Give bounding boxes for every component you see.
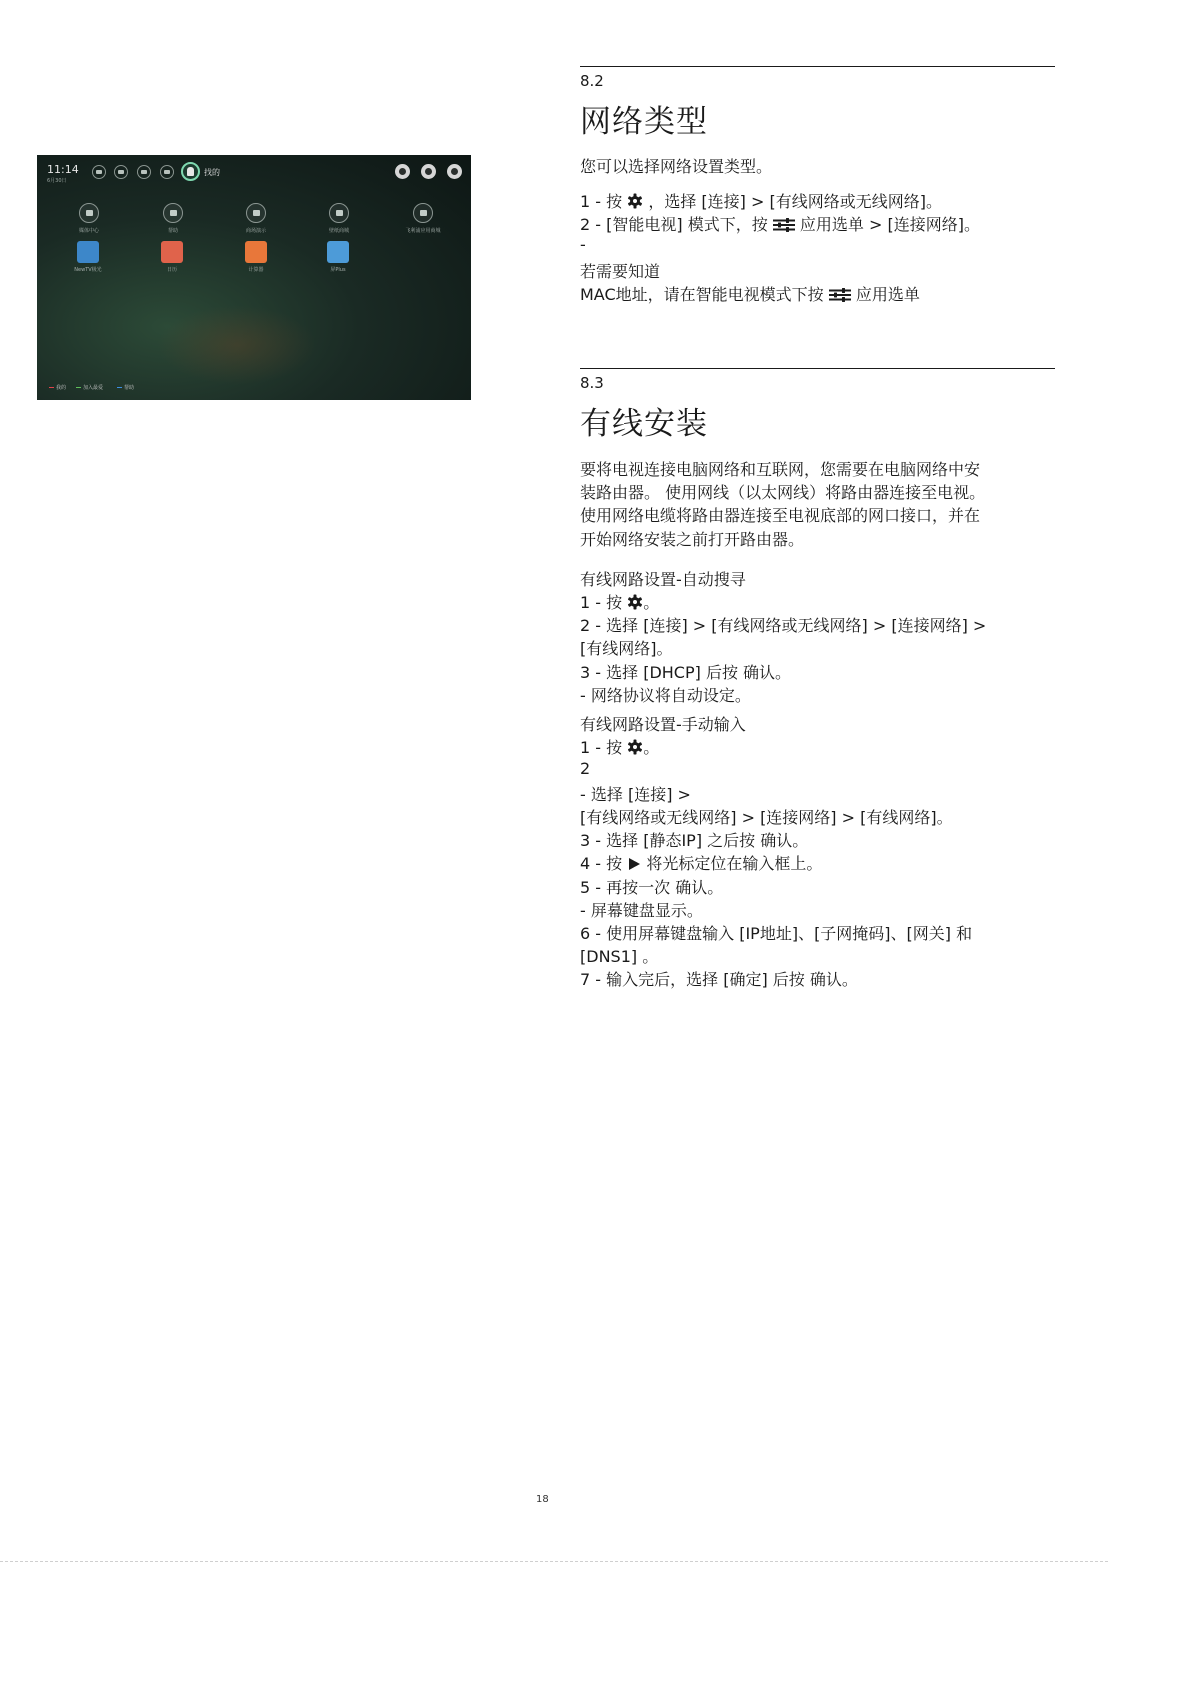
tv-wifi-icon[interactable] (447, 164, 462, 179)
calculator-icon (245, 241, 267, 263)
section-82-intro: 您可以选择网络设置类型。 (580, 157, 773, 176)
tv-app-help[interactable]: 帮助 (143, 203, 203, 234)
tv-tile-screen-plus[interactable]: 屏Plus (308, 241, 368, 273)
section-82-number: 8.2 (580, 72, 604, 90)
manual-step-2-cont: [有线网络或无线网络] > [连接网络] > [有线网络]。 (580, 808, 953, 827)
settings-gear-icon (627, 594, 643, 610)
tv-app-store-demo[interactable]: 商场演示 (226, 203, 286, 234)
section-82-rule (580, 66, 1055, 67)
newtv-icon (77, 241, 99, 263)
section-83-para-line: 开始网络安装之前打开路由器。 (580, 530, 805, 549)
manual-step-5: 5 - 再按一次 确认。 (580, 878, 724, 897)
section-83-title: 有线安装 (580, 406, 708, 442)
manual-step-6: 6 - 使用屏幕键盘输入 [IP地址]、[子网掩码]、[网关] 和 (580, 924, 973, 943)
media-center-icon (79, 203, 99, 223)
right-arrow-icon (627, 857, 641, 871)
tv-date: 6月30日 (47, 178, 67, 184)
tv-tab-game-icon[interactable] (137, 165, 151, 179)
tv-clock: 11:14 (47, 163, 79, 176)
settings-gear-icon (627, 739, 643, 755)
manual-step-3: 3 - 选择 [静态IP] 之后按 确认。 (580, 831, 809, 850)
calendar-icon (161, 241, 183, 263)
settings-gear-icon (627, 193, 643, 209)
section-82-step-1: 1 - 按 ，选择 [连接] > [有线网络或无线网络]。 (580, 192, 942, 211)
tv-tile-newtv[interactable]: NewTV极光 (58, 241, 118, 273)
tv-tab-edu-icon[interactable] (160, 165, 174, 179)
options-menu-icon (829, 288, 851, 302)
tv-settings-icon[interactable] (421, 164, 436, 179)
store-demo-icon (246, 203, 266, 223)
manual-step-2: - 选择 [连接] > (580, 785, 691, 804)
manual-step-1: 1 - 按 。 (580, 738, 660, 757)
help-icon (163, 203, 183, 223)
tv-screenshot (37, 155, 471, 400)
wallpaper-store-icon (329, 203, 349, 223)
section-83-para-line: 要将电视连接电脑网络和互联网，您需要在电脑网络中安 (580, 460, 981, 479)
green-key-icon (76, 387, 81, 389)
tv-input-icon[interactable] (395, 164, 410, 179)
auto-step-2-cont: [有线网络]。 (580, 639, 673, 658)
section-82-dash: - (580, 235, 586, 254)
auto-step-2: 2 - 选择 [连接] > [有线网络或无线网络] > [连接网络] > (580, 616, 987, 635)
auto-step-1: 1 - 按 。 (580, 593, 660, 612)
section-83-number: 8.3 (580, 374, 604, 392)
manual-step-7: 7 - 输入完后，选择 [确定] 后按 确认。 (580, 970, 858, 989)
tv-tab-video-icon[interactable] (92, 165, 106, 179)
page-bottom-divider (0, 1561, 1108, 1562)
page-number: 18 (536, 1494, 549, 1505)
tv-app-media-center[interactable]: 媒体中心 (59, 203, 119, 234)
options-menu-icon (773, 218, 795, 232)
tv-app-philips-store[interactable]: 飞利浦应用商城 (393, 203, 453, 234)
manual-step-2-number: 2 (580, 759, 591, 778)
auto-setup-title: 有线网路设置-自动搜寻 (580, 570, 746, 589)
tv-hint-help: 帮助 (117, 384, 134, 391)
section-83-rule (580, 368, 1055, 369)
section-82-step-2: 2 - [智能电视] 模式下，按 应用选单 > [连接网络]。 (580, 215, 980, 234)
manual-step-4: 4 - 按 将光标定位在输入框上。 (580, 854, 823, 873)
screen-plus-icon (327, 241, 349, 263)
tv-tile-calculator[interactable]: 计算器 (226, 241, 286, 273)
tv-tab-tv-icon[interactable] (114, 165, 128, 179)
tv-tab-mine-label: 找的 (204, 168, 220, 177)
section-83-para-line: 装路由器。 使用网线（以太网线）将路由器连接至电视。 (580, 483, 986, 502)
section-82-note-line-1: 若需要知道 (580, 262, 661, 281)
auto-step-3-note: - 网络协议将自动设定。 (580, 686, 751, 705)
section-83-para-line: 使用网络电缆将路由器连接至电视底部的网口接口，并在 (580, 506, 981, 525)
philips-store-icon (413, 203, 433, 223)
auto-step-3: 3 - 选择 [DHCP] 后按 确认。 (580, 663, 792, 682)
tv-app-wallpaper-store[interactable]: 壁纸商城 (309, 203, 369, 234)
red-key-icon (49, 387, 54, 389)
manual-step-5-note: - 屏幕键盘显示。 (580, 901, 703, 920)
section-82-title: 网络类型 (580, 104, 708, 140)
tv-tab-mine-icon[interactable] (181, 162, 200, 181)
blue-key-icon (117, 387, 122, 389)
tv-tile-calendar[interactable]: 日历 (142, 241, 202, 273)
manual-step-6-cont: [DNS1] 。 (580, 947, 659, 966)
section-82-note-line-2: MAC地址，请在智能电视模式下按 应用选单 (580, 285, 920, 304)
tv-hint-mine: 我的 (49, 384, 66, 391)
tv-hint-favorite: 加入最爱 (76, 384, 103, 391)
manual-setup-title: 有线网路设置-手动输入 (580, 715, 746, 734)
